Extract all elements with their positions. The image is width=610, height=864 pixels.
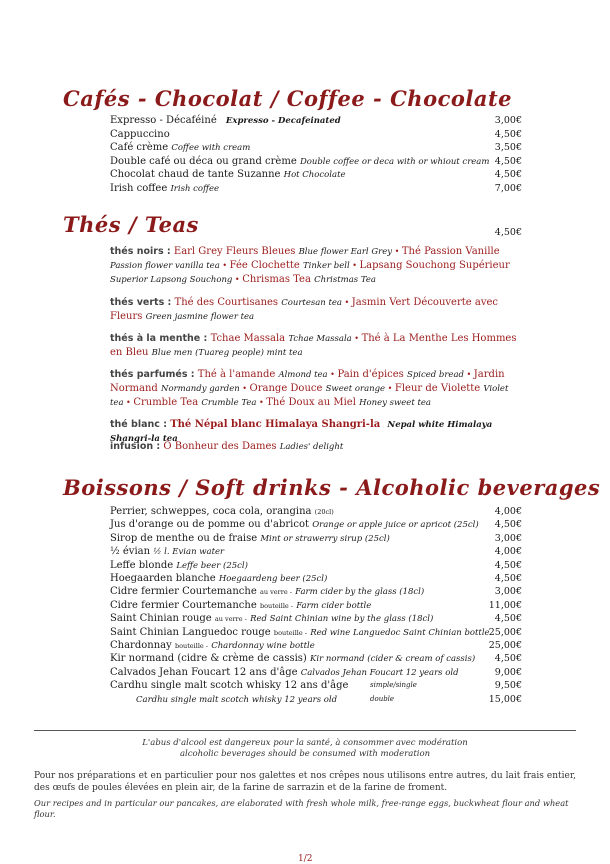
tea-name: Jasmin Vert Découverte avec Fleurs: [110, 297, 498, 322]
bullet-separator: •: [327, 370, 338, 379]
alcohol-warning-en: alcoholic beverages should be consumed with moderation: [179, 749, 431, 759]
bullet-separator: •: [232, 275, 243, 284]
item-price: 11,00€: [488, 599, 522, 611]
ingredients-paragraph-en: Our recipes and in particular our pancakes, are elaborated with fresh whole milk, free-range eggs, buckwheat flour and wheat flour.: [34, 798, 569, 819]
item-name: Double café ou déca ou grand crème: [110, 155, 297, 167]
item-english: Expresso - Decafeinated: [225, 116, 341, 126]
menu-item: [110, 572, 522, 585]
item-name: Expresso - Décaféiné: [110, 115, 217, 126]
tea-english: Spiced bread: [407, 370, 464, 380]
item-price: 4,50€: [494, 169, 522, 181]
tea-english: Violet tea: [110, 384, 509, 408]
item-english: Mint or strawerry sirup (25cl): [260, 533, 390, 544]
tea-price: 4,50€: [494, 227, 522, 238]
item-price: 3,00€: [494, 586, 522, 598]
menu-item: [110, 599, 522, 612]
tea-group: [110, 440, 522, 454]
menu-item: [110, 693, 522, 706]
menu-item: [110, 505, 522, 518]
item-price: 4,50€: [494, 519, 522, 531]
item-price: 3,00€: [494, 115, 522, 126]
menu-item: [110, 652, 522, 665]
item-name: Kir normand (cidre & crème de cassis): [110, 653, 307, 665]
item-size-label: simple/single: [370, 681, 417, 690]
tea-english: Sweet orange: [325, 384, 386, 394]
tea-name: Orange Douce: [249, 383, 323, 394]
tea-english: Blue men (Tuareg people) mint tea: [151, 348, 303, 358]
item-english: Red Saint Chinian wine by the glass (18cl): [250, 614, 434, 625]
item-name: Jus d'orange ou de pomme ou d'abricot: [110, 519, 310, 531]
tea-category: thés verts :: [110, 297, 172, 308]
item-price: 25,00€: [488, 626, 522, 638]
item-english: Chardonnay wine bottle: [211, 641, 315, 651]
item-name: Saint Chinian rouge: [110, 613, 212, 625]
menu-item: [110, 666, 522, 679]
tea-group: [110, 296, 522, 324]
item-english: Leffe beer (25cl): [176, 560, 248, 571]
tea-name: Thé Doux au Miel: [266, 397, 356, 408]
item-price: 4,50€: [494, 559, 522, 571]
item-name: Hoegaarden blanche: [110, 573, 216, 584]
tea-english: Christmas Tea: [314, 275, 376, 285]
tea-name: Tchae Massala: [210, 333, 286, 344]
item-price: 4,00€: [494, 546, 522, 558]
tea-name: Thé à La Menthe Les Hommes en Bleu: [110, 333, 517, 358]
item-name: Cappuccino: [110, 128, 170, 140]
tea-category: infusion :: [110, 441, 161, 452]
tea-name: Jardin Normand: [110, 369, 505, 394]
tea-english: Superior Lapsong Souchong: [110, 275, 233, 285]
item-name: Chocolat chaud de tante Suzanne: [110, 169, 281, 181]
tea-english: Crumble Tea: [201, 398, 257, 408]
item-format: bouteille -: [259, 601, 294, 610]
item-format: au verre -: [214, 615, 247, 624]
page-number: 1/2: [298, 854, 313, 864]
item-price: 9,00€: [494, 666, 522, 678]
item-name: Calvados Jehan Foucart 12 ans d'âge: [110, 666, 298, 678]
alcohol-warning-fr: L'abus d'alcool est dangereux pour la santé, à consommer avec modération: [142, 738, 468, 748]
tea-english: Tchae Massala: [288, 334, 352, 344]
item-name: Perrier, schweppes, coca cola, orangina: [110, 506, 312, 517]
item-name: Leffe blonde: [110, 559, 174, 571]
item-format: (20cl): [314, 508, 334, 516]
bullet-separator: •: [392, 247, 402, 256]
item-price: 4,50€: [494, 128, 522, 140]
item-price: 4,00€: [494, 506, 522, 517]
menu-item: [110, 626, 522, 639]
tea-price-row: [110, 226, 522, 239]
item-name: Cardhu single malt scotch whisky 12 ans d'âge: [110, 680, 349, 692]
item-english: Orange or apple juice or apricot (25cl): [312, 520, 479, 531]
bullet-separator: •: [123, 398, 134, 407]
item-english: Hoegaardeng beer (25cl): [218, 574, 328, 584]
menu-item: [110, 114, 522, 127]
menu-item: [110, 679, 522, 692]
item-english: Farm cider bottle: [296, 600, 372, 611]
menu-item: [110, 128, 522, 141]
ingredients-paragraph-fr: Pour nos préparations et en particulier pour nos galettes et nos crêpes nous utilisons entre autres, du lait frais entier, des œufs de poules élevées en plein air, de la farine de sarrazin et de la farine de froment.: [34, 771, 576, 793]
menu-item: [110, 639, 522, 652]
tea-name: Chrismas Tea: [242, 274, 311, 285]
bullet-separator: •: [219, 261, 230, 270]
item-name: ½ évian: [110, 546, 151, 558]
menu-item: [110, 559, 522, 572]
menu-item: [110, 182, 522, 195]
section-title-teas: Thés / Teas: [63, 212, 199, 237]
item-name: Irish coffee: [110, 183, 168, 194]
item-name: Cidre fermier Courtemanche: [110, 599, 257, 611]
item-english: Double coffee or deca with or whiout cream: [299, 156, 490, 167]
item-english: Kir normand (cider & cream of cassis): [310, 654, 476, 665]
item-price: 4,50€: [494, 613, 522, 625]
tea-english: Normandy garden: [161, 384, 240, 394]
bullet-separator: •: [256, 398, 267, 407]
menu-item: [110, 168, 522, 181]
tea-name: Fleur de Violette: [394, 383, 481, 394]
item-english: Hot Chocolate: [283, 170, 346, 181]
tea-name: Fée Clochette: [229, 260, 300, 271]
tea-name: Earl Grey Fleurs Bleues: [173, 246, 296, 257]
tea-english: Honey sweet tea: [359, 398, 431, 408]
bullet-separator: •: [239, 384, 250, 393]
tea-english: Tinker bell: [303, 261, 350, 271]
item-name: Saint Chinian Languedoc rouge: [110, 626, 271, 638]
item-name: Chardonnay: [110, 640, 172, 651]
item-name: Sirop de menthe ou de fraise: [110, 532, 258, 544]
item-price: 25,00€: [488, 640, 522, 651]
item-name: Cidre fermier Courtemanche: [110, 586, 257, 598]
tea-name: Thé Passion Vanille: [401, 246, 500, 257]
menu-item: [110, 545, 522, 558]
item-price: 4,50€: [494, 653, 522, 665]
tea-name: Thé à l'amande: [197, 369, 276, 380]
item-format: au verre -: [259, 588, 292, 597]
menu-item: [110, 518, 522, 531]
item-price: 3,00€: [494, 532, 522, 544]
tea-group: [110, 368, 522, 410]
tea-english: Green jasmine flower tea: [145, 312, 255, 322]
menu-item: [110, 155, 522, 168]
tea-name: Pain d'épices: [337, 369, 404, 380]
section-title-coffee: Cafés - Chocolat / Coffee - Chocolate: [63, 86, 513, 111]
tea-english: Nepal white Himalaya Shangri-la tea: [110, 420, 493, 444]
tea-english: Courtesan tea: [281, 298, 342, 308]
tea-english: Ladies' delight: [279, 442, 344, 452]
menu-item: [110, 612, 522, 625]
item-price: 3,50€: [494, 142, 522, 154]
item-name: Café crème: [110, 142, 169, 154]
bullet-separator: •: [349, 261, 360, 270]
item-format: bouteille -: [174, 642, 209, 650]
tea-name: Thé Népal blanc Himalaya Shangri-la: [170, 419, 381, 430]
item-price: 9,50€: [494, 680, 522, 692]
item-size-label: double: [370, 694, 395, 703]
menu-item: [110, 141, 522, 154]
tea-english: Passion flower vanilla tea: [110, 261, 220, 271]
item-english: Calvados Jehan Foucart 12 years old: [300, 667, 459, 678]
footer-divider: [34, 730, 576, 731]
item-english: ½ l. Evian water: [153, 547, 225, 558]
tea-group: [110, 332, 522, 360]
bullet-separator: •: [385, 384, 395, 393]
tea-category: thés parfumés :: [110, 369, 195, 380]
item-price: 15,00€: [488, 693, 522, 705]
item-english: Red wine Languedoc Saint Chinian bottle: [310, 627, 490, 638]
item-english: Farm cider by the glass (18cl): [295, 587, 425, 598]
tea-category: thés à la menthe :: [110, 333, 208, 344]
item-english: Cardhu single malt scotch whisky 12 years old: [136, 694, 338, 705]
tea-english: Almond tea: [278, 370, 328, 380]
tea-name: Lapsang Souchong Supérieur: [359, 260, 510, 271]
item-price: 4,50€: [494, 155, 522, 167]
section-title-drinks: Boissons / Soft drinks - Alcoholic beverages: [63, 475, 601, 500]
item-english: Irish coffee: [170, 184, 220, 194]
bullet-separator: •: [341, 298, 352, 307]
tea-english: Blue flower Earl Grey: [298, 247, 393, 257]
item-price: 4,50€: [494, 573, 522, 584]
menu-item: [110, 532, 522, 545]
menu-item: [110, 585, 522, 598]
bullet-separator: •: [351, 334, 362, 343]
tea-category: thés noirs :: [110, 246, 171, 257]
item-price: 7,00€: [494, 183, 522, 194]
tea-group: [110, 245, 522, 287]
tea-name: Ô Bonheur des Dames: [163, 441, 277, 452]
tea-name: Crumble Tea: [133, 397, 199, 408]
item-format: bouteille -: [273, 628, 307, 637]
tea-category: thé blanc :: [110, 419, 168, 430]
tea-name: Thé des Courtisanes: [174, 297, 279, 308]
bullet-separator: •: [463, 370, 474, 379]
item-english: Coffee with cream: [171, 143, 251, 154]
